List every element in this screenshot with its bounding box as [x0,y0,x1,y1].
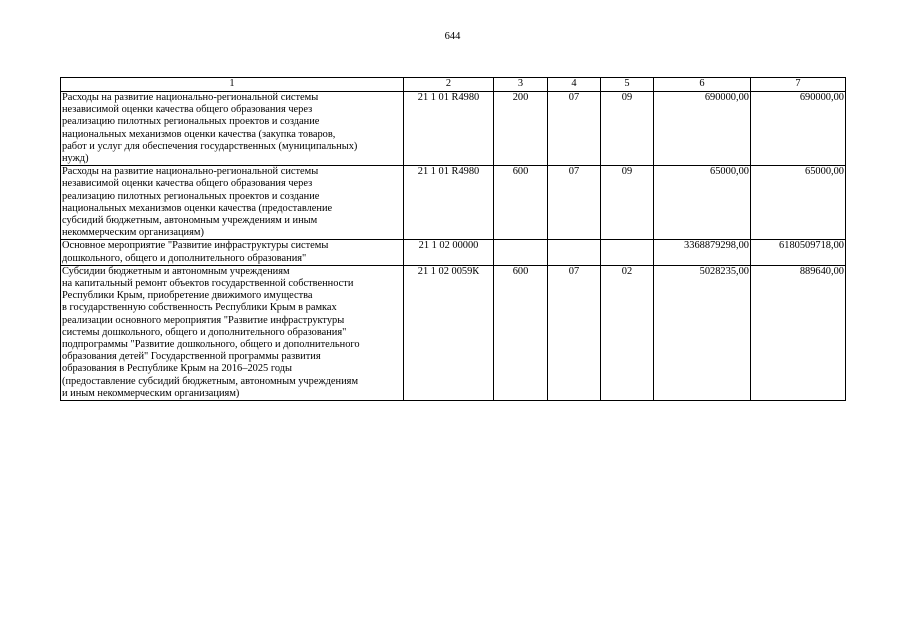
row-name: Основное мероприятие "Развитие инфраструктуры системы дошкольного, общего и дополнительного образования" [61,240,404,265]
column-header-4: 4 [548,78,601,92]
column-header-1: 1 [61,78,404,92]
row-name: Субсидии бюджетным и автономным учреждениям на капитальный ремонт объектов государственной собственности Республики Крым, приобретение движимого имущества в государственную собственность Республики Крым в рамках реализации основного мероприятия "Развитие инфраструктуры системы дошкольного, общего и дополнительного образования" подпрограммы "Развитие дошкольного, общего и дополнительного образования детей" Государственной программы развития образования в Республике Крым на 2016–2025 годы (предоставление субсидий бюджетным, автономным учреждениям и иным некоммерческим организациям) [61,265,404,400]
row-name: Расходы на развитие национально-региональной системы независимой оценки качества общего образования через реализацию пилотных региональных проектов и создание национальных механизмов оценки качества (закупка товаров, работ и услуг для обеспечения государственных (муниципальных) нужд) [61,92,404,166]
amount-column-6: 65000,00 [654,166,751,240]
column-header-2: 2 [404,78,494,92]
section-code: 07 [548,92,601,166]
amount-column-6: 3368879298,00 [654,240,751,265]
table-row [61,92,846,166]
subsection-code [601,240,654,265]
target-article-code: 21 1 01 R4980 [404,92,494,166]
row-name: Расходы на развитие национально-региональной системы независимой оценки качества общего образования через реализацию пилотных региональных проектов и создание национальных механизмов оценки качества (предоставление субсидий бюджетным, автономным учреждениям и иным некоммерческим организациям) [61,166,404,240]
target-article-code: 21 1 02 0059К [404,265,494,400]
expense-type-code: 600 [494,166,548,240]
target-article-code: 21 1 02 00000 [404,240,494,265]
budget-table [60,77,846,401]
page-number: 644 [444,31,461,42]
amount-column-7: 889640,00 [751,265,846,400]
column-header-6: 6 [654,78,751,92]
amount-column-6: 690000,00 [654,92,751,166]
section-code: 07 [548,265,601,400]
expense-type-code: 200 [494,92,548,166]
section-code: 07 [548,166,601,240]
table-row [61,166,846,240]
column-header-7: 7 [751,78,846,92]
column-header-5: 5 [601,78,654,92]
expense-type-code [494,240,548,265]
column-header-3: 3 [494,78,548,92]
table-row [61,265,846,400]
subsection-code: 09 [601,166,654,240]
subsection-code: 02 [601,265,654,400]
header-row [61,78,846,92]
target-article-code: 21 1 01 R4980 [404,166,494,240]
expense-type-code: 600 [494,265,548,400]
table-row [61,240,846,265]
section-code [548,240,601,265]
amount-column-7: 690000,00 [751,92,846,166]
amount-column-6: 5028235,00 [654,265,751,400]
amount-column-7: 65000,00 [751,166,846,240]
amount-column-7: 6180509718,00 [751,240,846,265]
subsection-code: 09 [601,92,654,166]
